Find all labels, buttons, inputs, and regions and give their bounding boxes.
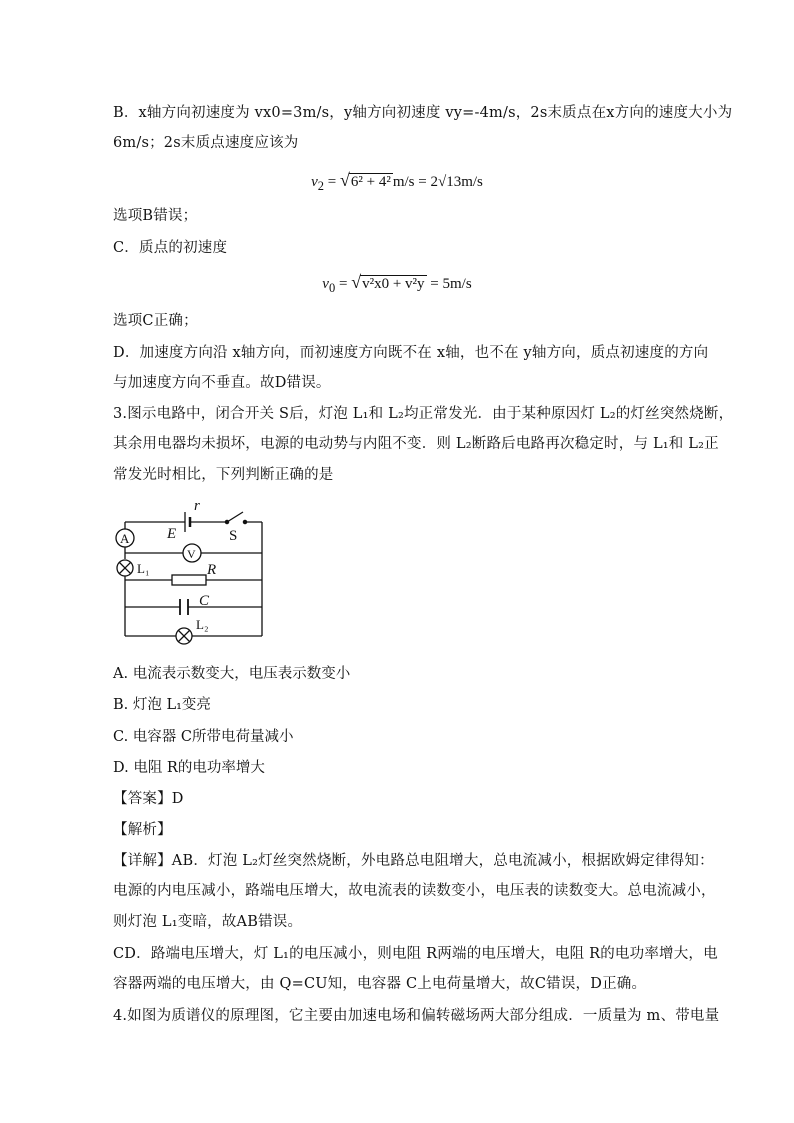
sqrt-sign-2: √: [351, 272, 362, 292]
choice-d: D. 电阻 R的电功率增大: [113, 760, 265, 776]
label-l2: L₂: [196, 617, 209, 632]
detail-line-2: 电源的内电压减小，路端电压增大，故电流表的读数变小，电压表的读数变大。总电流减小，: [113, 883, 716, 899]
label-v: V: [187, 547, 196, 561]
sqrt-sign-1: √: [339, 170, 350, 190]
formula-v2-symbol: v: [311, 174, 318, 190]
label-l1: L₁: [137, 561, 150, 576]
formula-v0-symbol: v: [322, 276, 329, 292]
resistor-r-symbol: [172, 575, 206, 585]
switch-blade: [227, 512, 243, 522]
label-r: r: [194, 498, 200, 514]
formula-v2-subscript: 2: [317, 179, 325, 193]
answer-line: 【答案】D: [113, 791, 184, 807]
option-c-verdict: 选项C正确；: [113, 313, 198, 329]
detail-line-3: 则灯泡 L₁变暗，故AB错误。: [113, 914, 303, 930]
formula-v0-subscript: 0: [328, 281, 336, 295]
label-capacitor: C: [199, 593, 210, 609]
choice-c: C. 电容器 C所带电荷量减小: [113, 729, 294, 745]
detail-line-1: 【详解】AB．灯泡 L₂灯丝突然烧断，外电路总电阻增大，总电流减小，根据欧姆定律得知：: [113, 853, 714, 869]
cd-line-1: CD．路端电压增大，灯 L₁的电压减小，则电阻 R两端的电压增大，电阻 R的电功率增大，电: [113, 946, 718, 962]
formula-v0-result: = 5m/s: [430, 276, 472, 292]
question-3-line-1: 3.图示电路中，闭合开关 S后，灯泡 L₁和 L₂均正常发光．由于某种原因灯 L₂的灯丝突然烧断，: [113, 406, 734, 422]
question-3-line-2: 其余用电器均未损坏，电源的电动势与内阻不变．则 L₂断路后电路再次稳定时，与 L₁和 L₂正: [113, 436, 719, 452]
option-b-verdict: 选项B错误；: [113, 208, 198, 224]
question-3-line-3: 常发光时相比，下列判断正确的是: [113, 467, 334, 483]
option-d-line-2: 与加速度方向不垂直。故D错误。: [113, 375, 331, 391]
formula-v2-radicand: 6² + 4²: [350, 174, 391, 190]
formula-v2-result: m/s = 2√13m/s: [392, 174, 483, 190]
formula-v0: $v_0 = √v^2x0 + v^2y = 5m/s$: [322, 272, 472, 295]
formula-v2: $v_2 = √6^2 + 4^2$ m/s = 2√13m/s: [311, 170, 483, 193]
option-b-line-1: B．x轴方向初速度为 vx0=3m/s，y轴方向初速度 vy=-4m/s，2s末质点在x方向的速度大小为: [113, 105, 733, 121]
option-b-line-2: 6m/s；2s末质点速度应该为: [113, 135, 299, 151]
choice-b: B. 灯泡 L₁变亮: [113, 697, 211, 713]
formula-v0-radicand: v²x0 + v²y: [362, 276, 425, 292]
label-a: A: [120, 531, 130, 546]
choice-a: A. 电流表示数变大，电压表示数变小: [113, 666, 351, 682]
option-c-line: C．质点的初速度: [113, 240, 228, 256]
label-e: E: [167, 526, 177, 542]
analysis-heading: 【解析】: [113, 822, 172, 838]
label-s: S: [229, 528, 238, 544]
cd-line-2: 容器两端的电压增大，由 Q=CU知，电容器 C上电荷量增大，故C错误，D正确。: [113, 976, 647, 992]
circuit-diagram: [110, 498, 270, 646]
option-d-line-1: D．加速度方向沿 x轴方向，而初速度方向既不在 x轴，也不在 y轴方向，质点初速度的方向: [113, 345, 709, 361]
question-4-line-1: 4.如图为质谱仪的原理图，它主要由加速电场和偏转磁场两大部分组成．一质量为 m、带电量: [113, 1008, 720, 1024]
label-resistor: R: [207, 562, 217, 578]
